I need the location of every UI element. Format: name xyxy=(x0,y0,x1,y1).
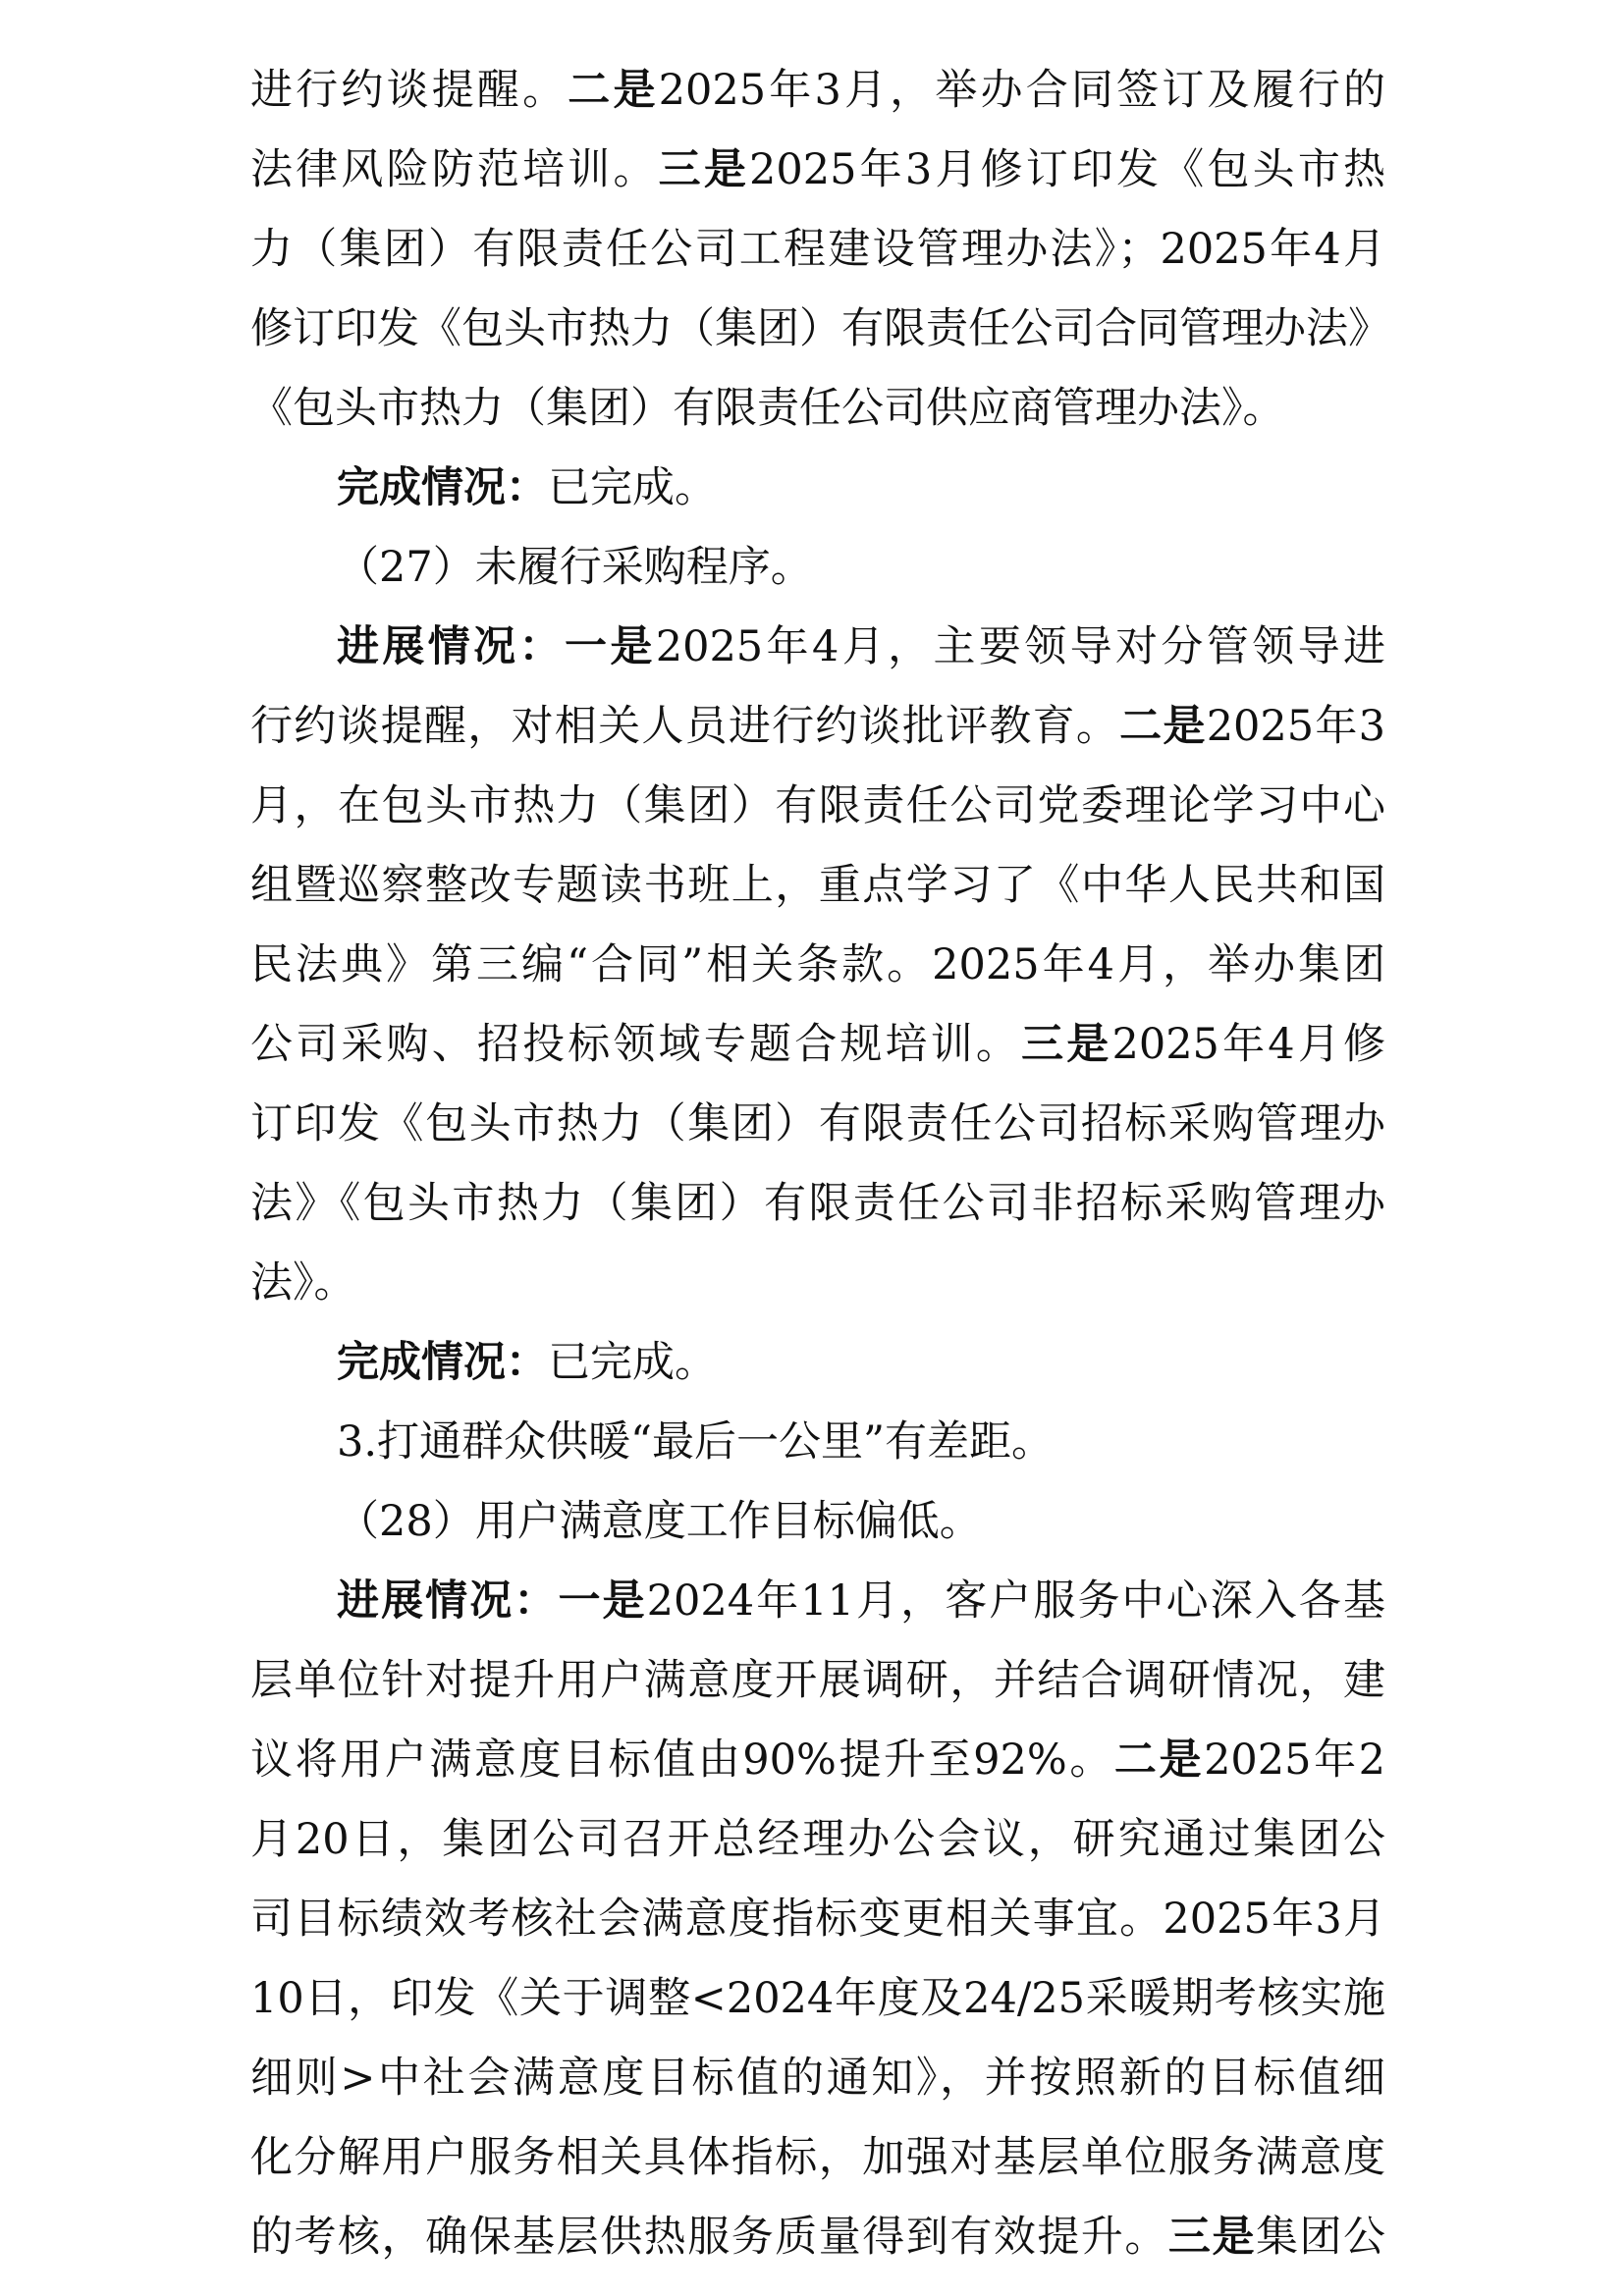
bold-label: 三是 xyxy=(658,145,750,194)
document-page xyxy=(250,51,1390,2277)
text-line xyxy=(250,290,1390,369)
text-line xyxy=(250,369,1385,449)
text-line xyxy=(250,449,1385,528)
text-segment: 订印发《包头市热力（集团）有限责任公司招标采购管理办 xyxy=(250,1099,1385,1148)
text-line xyxy=(250,1164,1385,1244)
text-segment: 2025年3月修订印发《包头市热 xyxy=(749,145,1386,194)
text-segment: 集团公 xyxy=(1255,2213,1386,2262)
bold-label: 二是 xyxy=(1119,702,1207,751)
text-segment: 化分解用户服务相关具体指标，加强对基层单位服务满意度 xyxy=(250,2133,1385,2182)
text-line xyxy=(250,2198,1385,2277)
text-segment: 月，在包头市热力（集团）有限责任公司党委理论学习中心 xyxy=(250,781,1385,830)
text-segment: 10日，印发《关于调整<2024年度及24/25采暖期考核实施 xyxy=(250,1974,1385,2023)
text-line xyxy=(250,528,1385,608)
text-line xyxy=(250,210,1385,290)
text-line xyxy=(250,2039,1385,2118)
text-line xyxy=(250,1721,1385,1800)
text-line xyxy=(250,1005,1385,1085)
text-line xyxy=(250,846,1385,926)
text-segment: 修订印发《包头市热力（集团）有限责任公司合同管理办法》 xyxy=(250,304,1390,353)
bold-label: 完成情况： xyxy=(337,1338,548,1387)
text-line xyxy=(250,1641,1385,1721)
text-segment: 层单位针对提升用户满意度开展调研，并结合调研情况，建 xyxy=(250,1656,1385,1705)
text-segment: 细则>中社会满意度目标值的通知》，并按照新的目标值细 xyxy=(250,2054,1385,2103)
text-segment: （27）未履行采购程序。 xyxy=(337,543,813,592)
text-segment: 组暨巡察整改专题读书班上，重点学习了《中华人民共和国 xyxy=(250,861,1385,910)
text-segment: 已完成。 xyxy=(548,1338,717,1387)
bold-label: 进展情况：一是 xyxy=(337,622,656,671)
text-segment: 2025年2 xyxy=(1204,1735,1385,1785)
text-segment: 进行约谈提醒。 xyxy=(250,66,568,115)
text-line xyxy=(250,926,1385,1005)
text-segment: 2025年3 xyxy=(1206,702,1386,751)
bold-label: 二是 xyxy=(568,66,659,115)
bold-label: 三是 xyxy=(1021,1020,1112,1069)
text-segment: 2025年3月，举办合同签订及履行的 xyxy=(658,66,1386,115)
text-segment: 月20日，集团公司召开总经理办公会议，研究通过集团公 xyxy=(250,1815,1385,1864)
text-line xyxy=(250,51,1385,131)
text-segment: 2025年4月修 xyxy=(1111,1020,1386,1069)
text-line xyxy=(250,1562,1385,1641)
text-line xyxy=(250,1403,1385,1482)
text-line xyxy=(250,131,1385,210)
text-segment: 公司采购、招投标领域专题合规培训。 xyxy=(250,1020,1022,1069)
text-line xyxy=(250,1085,1385,1164)
text-segment: 力（集团）有限责任公司工程建设管理办法》；2025年4月 xyxy=(250,225,1385,274)
text-segment: 民法典》第三编“合同”相关条款。2025年4月，举办集团 xyxy=(250,940,1385,989)
bold-label: 三是 xyxy=(1167,2213,1256,2262)
text-segment: 法律风险防范培训。 xyxy=(250,145,659,194)
text-line xyxy=(250,1482,1385,1562)
text-segment: 法》。 xyxy=(250,1258,356,1308)
text-segment: 司目标绩效考核社会满意度指标变更相关事宜。2025年3月 xyxy=(250,1895,1385,1944)
text-segment: 2024年11月，客户服务中心深入各基 xyxy=(646,1576,1386,1626)
text-line xyxy=(250,1244,1385,1323)
text-segment: 法》《包头市热力（集团）有限责任公司非招标采购管理办 xyxy=(250,1179,1385,1228)
text-line xyxy=(250,1959,1385,2039)
text-line xyxy=(250,687,1385,767)
text-segment: 3.打通群众供暖“最后一公里”有差距。 xyxy=(337,1417,1054,1467)
text-segment: 《包头市热力（集团）有限责任公司供应商管理办法》。 xyxy=(250,384,1285,433)
text-line xyxy=(250,2118,1385,2198)
bold-label: 完成情况： xyxy=(337,463,548,512)
text-line xyxy=(250,608,1385,687)
text-segment: 行约谈提醒，对相关人员进行约谈批评教育。 xyxy=(250,702,1120,751)
bold-label: 二是 xyxy=(1113,1735,1205,1785)
text-segment: 的考核，确保基层供热服务质量得到有效提升。 xyxy=(250,2213,1168,2262)
text-segment: 议将用户满意度目标值由90%提升至92%。 xyxy=(250,1735,1114,1785)
text-line xyxy=(250,1323,1385,1403)
text-segment: 已完成。 xyxy=(548,463,717,512)
bold-label: 进展情况：一是 xyxy=(337,1576,647,1626)
text-segment: 2025年4月，主要领导对分管领导进 xyxy=(655,622,1385,671)
text-line xyxy=(250,767,1385,846)
text-line xyxy=(250,1800,1385,1880)
text-line xyxy=(250,1880,1385,1959)
text-segment: （28）用户满意度工作目标偏低。 xyxy=(337,1497,982,1546)
